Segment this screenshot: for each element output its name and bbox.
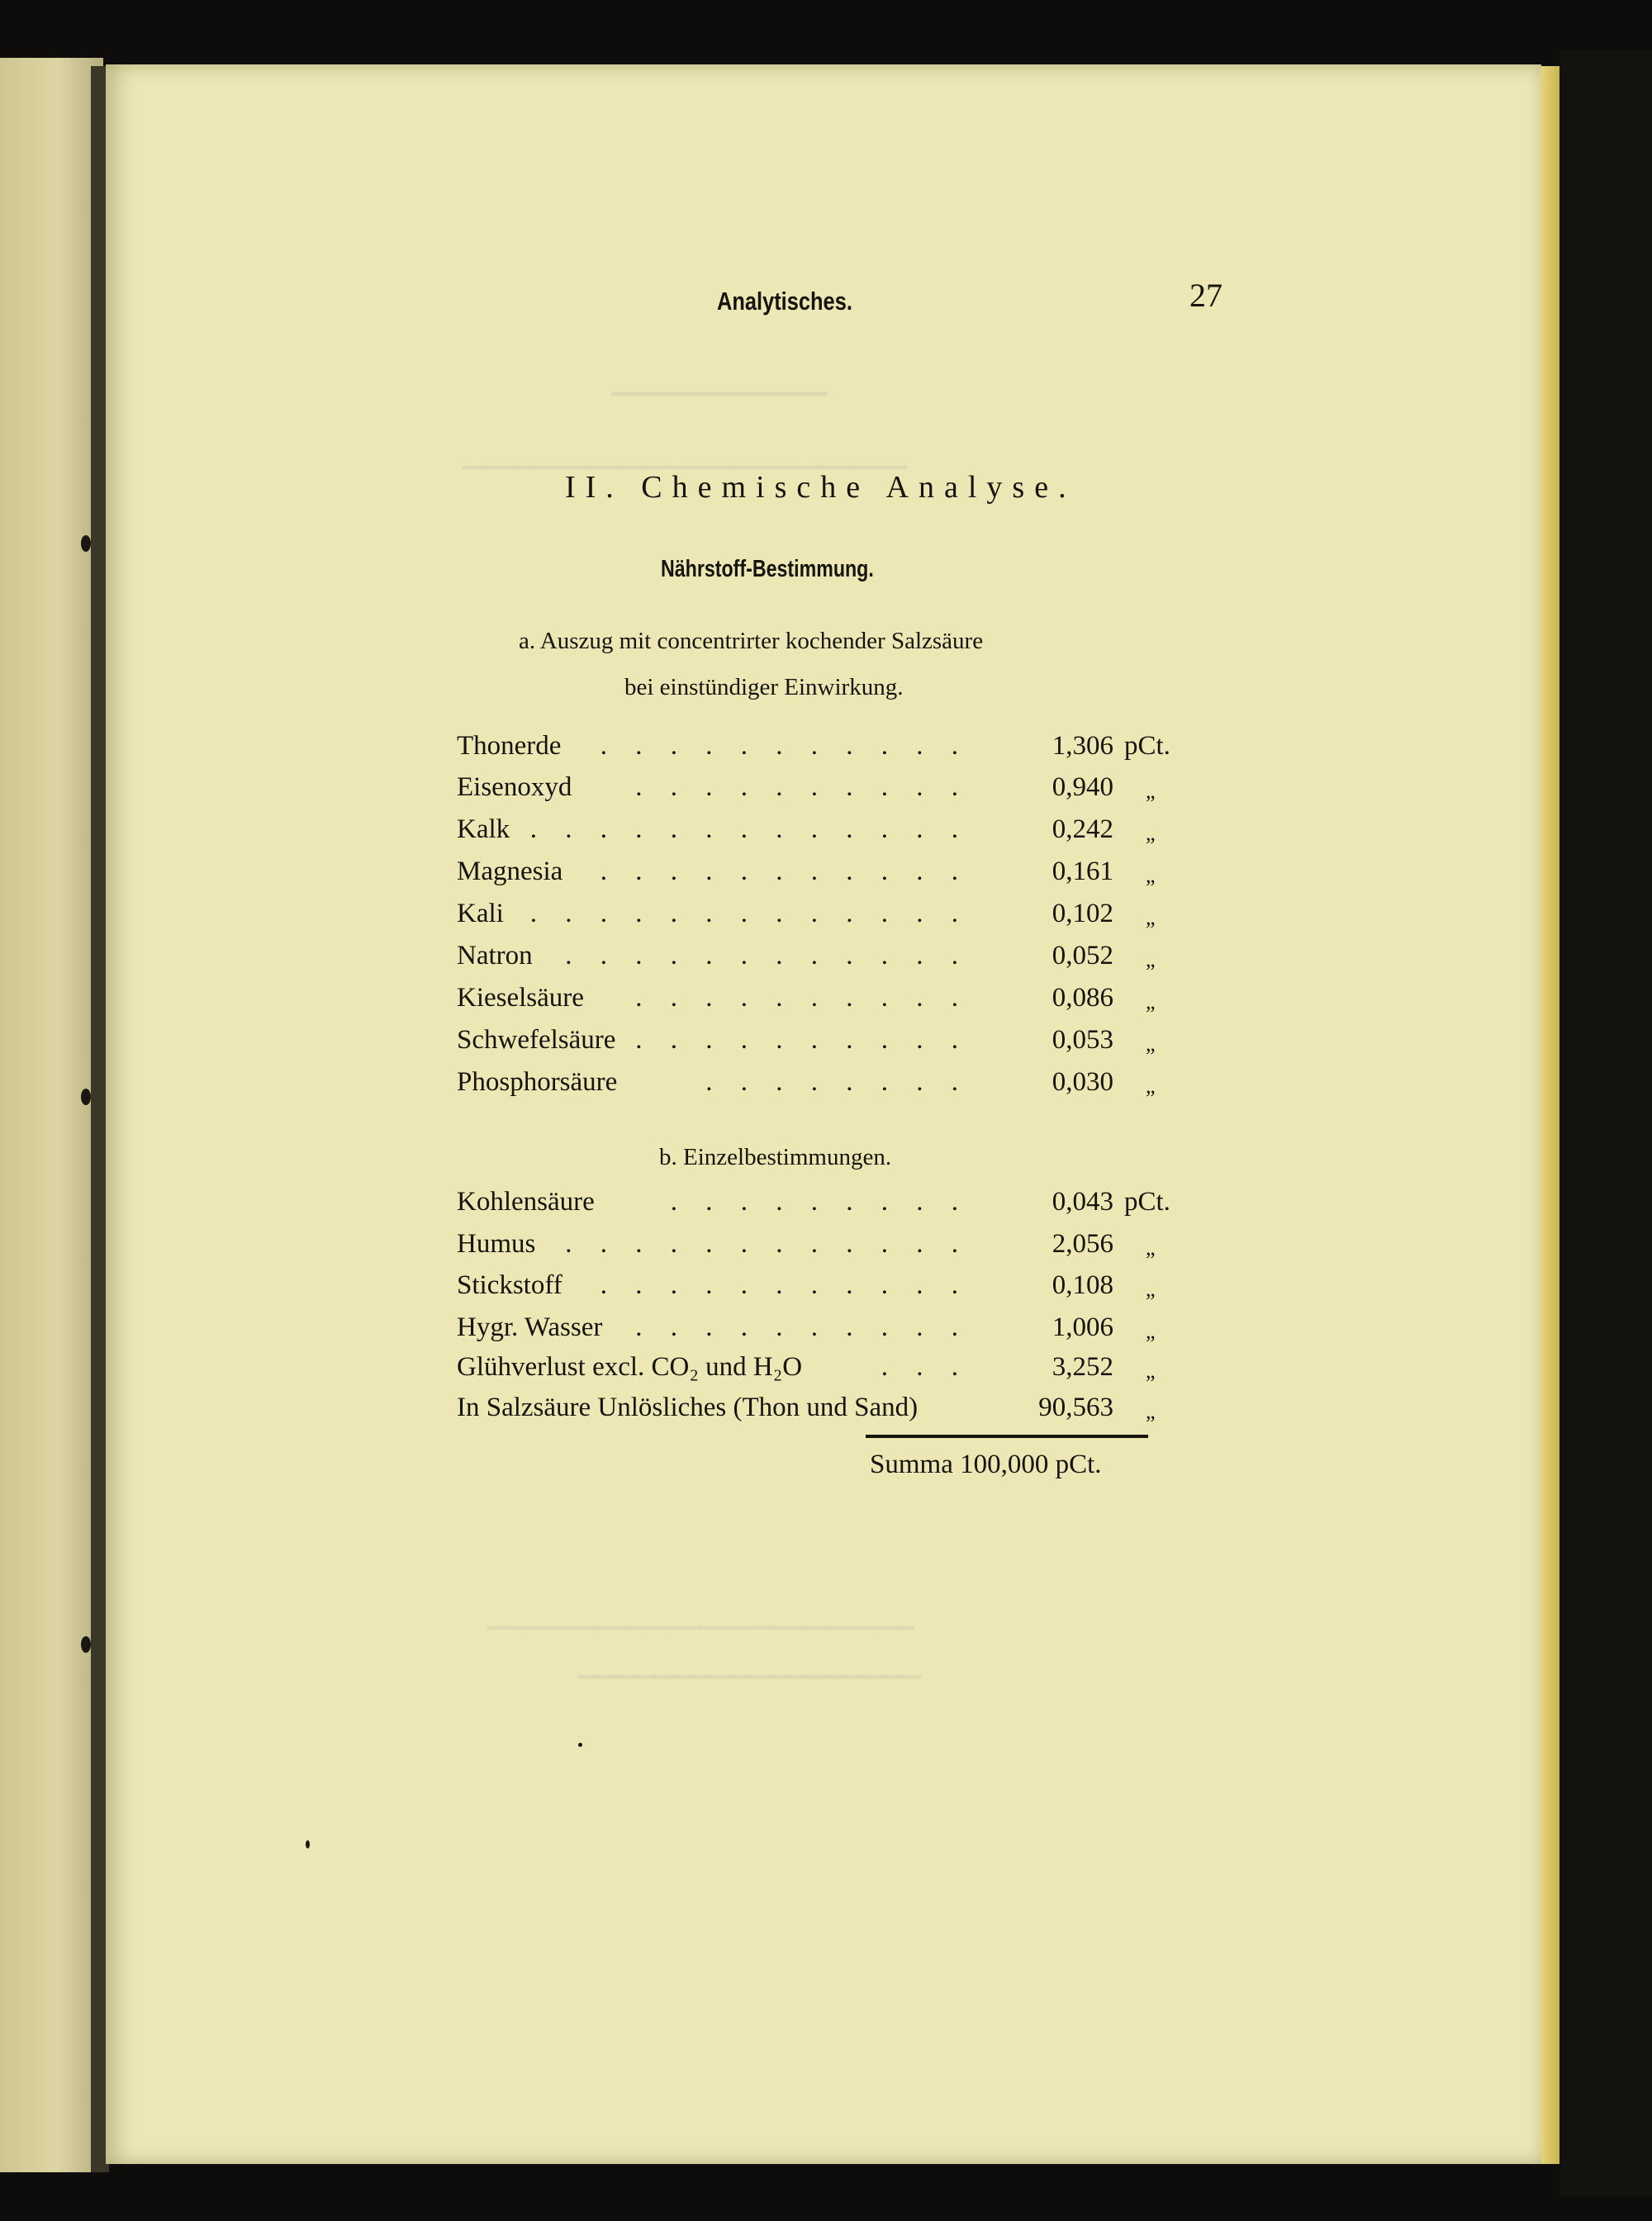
constituent-name: Phosphorsäure	[457, 1067, 618, 1097]
table-row	[457, 857, 1156, 898]
dot-leader: . . .	[881, 1352, 969, 1382]
ditto-mark: „	[1146, 821, 1156, 845]
table-row	[457, 983, 1156, 1024]
sum-rule	[866, 1435, 1148, 1438]
section-title: II. Chemische Analyse.	[565, 470, 1076, 505]
constituent-value: 0,053	[1051, 1025, 1113, 1055]
constituent-name: Natron	[457, 941, 533, 971]
dot-leader: . . . . . . . . . . . .	[565, 1229, 969, 1259]
unit: pCt.	[1124, 1187, 1170, 1217]
dot-leader: . . . . . . . . . . . . .	[529, 814, 969, 844]
table-row	[457, 1067, 1156, 1108]
dot-leader: . . . . . . . . . . .	[600, 857, 969, 886]
ditto-mark: „	[1146, 1074, 1156, 1098]
part-b-label: b. Einzelbestimmungen.	[659, 1144, 892, 1170]
page-number: 27	[1189, 277, 1222, 314]
page-edge	[1541, 66, 1559, 2164]
table-row	[457, 1312, 1156, 1354]
speck	[578, 1743, 582, 1747]
summa-label: Summa	[870, 1450, 953, 1479]
constituent-name: Humus	[457, 1229, 536, 1259]
constituent-name: Eisenoxyd	[457, 772, 572, 802]
left-page-edge	[0, 58, 103, 2172]
constituent-name: Hygr. Wasser	[457, 1312, 603, 1342]
constituent-value: 0,940	[1051, 772, 1113, 802]
constituent-value: 0,161	[1051, 857, 1113, 886]
ditto-mark: „	[1146, 779, 1156, 803]
dot-leader: . . . . . . . . .	[670, 1187, 969, 1217]
binding-mark	[81, 1089, 91, 1105]
constituent-name: Magnesia	[457, 857, 563, 886]
dot-leader: . . . . . . . . . .	[635, 1312, 969, 1342]
ditto-mark: „	[1146, 1277, 1156, 1301]
book-spine	[1559, 50, 1652, 2197]
constituent-value: 2,056	[1051, 1229, 1113, 1259]
constituent-name: Schwefelsäure	[457, 1025, 616, 1055]
table-row	[457, 1025, 1156, 1066]
table-row	[457, 1352, 1156, 1393]
summa-unit: pCt.	[1055, 1450, 1102, 1479]
running-head: Analytisches.	[717, 287, 852, 316]
dot-leader: . . . . . . . . . . . .	[565, 941, 969, 971]
constituent-value: 0,108	[1051, 1270, 1113, 1300]
ditto-mark: „	[1146, 989, 1156, 1013]
constituent-name: Kohlensäure	[457, 1187, 595, 1217]
book-page	[106, 64, 1541, 2164]
binding-mark	[81, 535, 91, 552]
ditto-mark: „	[1146, 1319, 1156, 1343]
constituent-name: Kali	[457, 899, 504, 928]
ditto-mark: „	[1146, 947, 1156, 971]
unit: pCt.	[1124, 731, 1170, 761]
table-row	[457, 1229, 1156, 1270]
table-row	[457, 1187, 1170, 1228]
dot-leader: . . . . . . . . . .	[635, 772, 969, 802]
part-a-label-continued: bei einstündiger Einwirkung.	[624, 674, 904, 700]
constituent-value: 3,252	[1051, 1352, 1113, 1382]
table-row	[457, 1270, 1156, 1312]
ditto-mark: „	[1146, 1032, 1156, 1056]
constituent-value: 1,306	[1051, 731, 1113, 761]
table-row	[457, 814, 1156, 856]
table-row	[457, 772, 1156, 814]
constituent-name: In Salzsäure Unlösliches (Thon und Sand)	[457, 1393, 919, 1422]
table-row	[457, 941, 1156, 982]
ditto-mark: „	[1146, 863, 1156, 887]
ditto-mark: „	[1146, 1236, 1156, 1260]
constituent-value: 0,030	[1051, 1067, 1113, 1097]
constituent-value: 0,086	[1051, 983, 1113, 1013]
binding-mark	[81, 1636, 91, 1653]
constituent-name: Kalk	[457, 814, 510, 844]
summa-value: 100,000	[960, 1450, 1049, 1479]
constituent-value: 0,102	[1051, 899, 1113, 928]
subheading: Nährstoff-Bestimmung.	[661, 556, 874, 582]
constituent-value: 0,043	[1051, 1187, 1113, 1217]
constituent-name: Glühverlust excl. CO₂ und H₂O	[457, 1352, 803, 1382]
constituent-value: 90,563	[1038, 1393, 1113, 1422]
dot-leader: . . . . . . . .	[705, 1067, 969, 1097]
constituent-value: 1,006	[1051, 1312, 1113, 1342]
constituent-name: Kieselsäure	[457, 983, 584, 1013]
dot-leader: . . . . . . . . . . .	[600, 1270, 969, 1300]
dot-leader: . . . . . . . . . . . . .	[529, 899, 969, 928]
dot-leader: . . . . . . . . . .	[635, 983, 969, 1013]
constituent-name: Stickstoff	[457, 1270, 563, 1300]
dot-leader: . . . . . . . . . . .	[600, 731, 969, 761]
dot-leader: . . . . . . . . . .	[635, 1025, 969, 1055]
summa-row	[870, 1450, 1102, 1480]
constituent-value: 0,242	[1051, 814, 1113, 844]
ditto-mark: „	[1146, 905, 1156, 929]
speck	[306, 1840, 310, 1848]
ditto-mark: „	[1146, 1359, 1156, 1383]
ditto-mark: „	[1146, 1399, 1156, 1423]
constituent-name: Thonerde	[457, 731, 562, 761]
constituent-value: 0,052	[1051, 941, 1113, 971]
table-row	[457, 1393, 1156, 1434]
table-row	[457, 899, 1156, 940]
part-a-label: a. Auszug mit concentrirter kochender Salzsäure	[519, 628, 984, 654]
table-row	[457, 731, 1170, 772]
